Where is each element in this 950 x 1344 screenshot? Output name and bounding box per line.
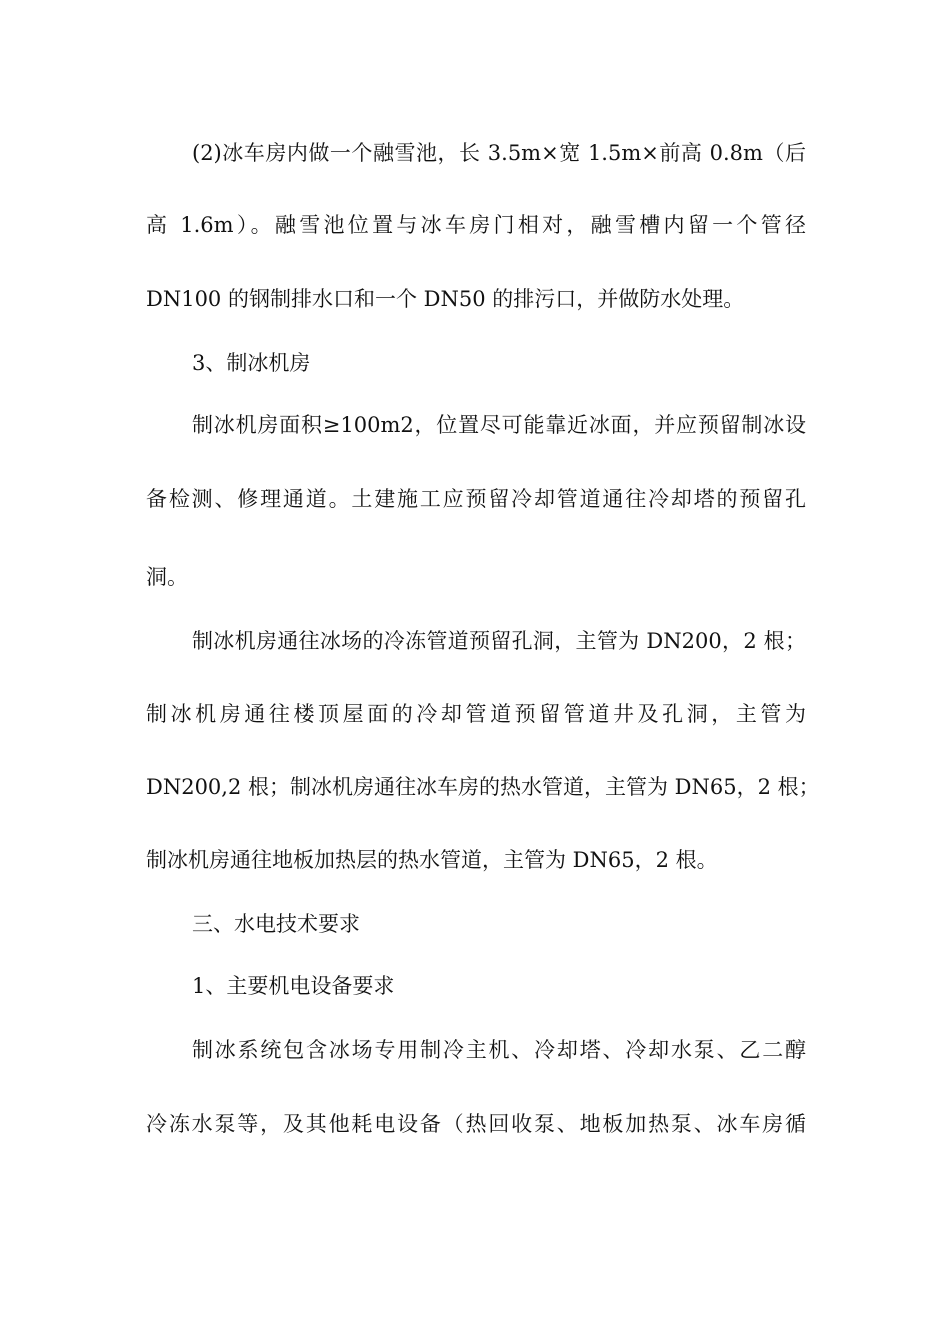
paragraph-line: DN100 的钢制排水口和一个 DN50 的排污口，并做防水处理。 <box>146 287 745 311</box>
paragraph-line: 制冰机房通往地板加热层的热水管道，主管为 DN65，2 根。 <box>146 848 718 872</box>
section-heading: 三、水电技术要求 <box>192 912 360 936</box>
paragraph-line: 制冰机房通往冰场的冷冻管道预留孔洞，主管为 DN200，2 根； <box>192 629 806 653</box>
paragraph-line: 备检测、修理通道。土建施工应预留冷却管道通往冷却塔的预留孔 <box>146 487 806 511</box>
paragraph-line: 制冰机房通往楼顶屋面的冷却管道预留管道井及孔洞，主管为 <box>146 702 806 726</box>
paragraph-line: (2)冰车房内做一个融雪池，长 3.5m×宽 1.5m×前高 0.8m（后 <box>192 141 806 165</box>
subsection-heading: 1、主要机电设备要求 <box>192 974 395 998</box>
paragraph-line: 制冰机房面积≥100m2，位置尽可能靠近冰面，并应预留制冰设 <box>192 413 806 437</box>
paragraph-line: 冷冻水泵等，及其他耗电设备（热回收泵、地板加热泵、冰车房循 <box>146 1112 806 1136</box>
paragraph-line: DN200,2 根；制冰机房通往冰车房的热水管道，主管为 DN65，2 根； <box>146 775 820 799</box>
paragraph-line: 洞。 <box>146 565 188 589</box>
paragraph-line: 制冰系统包含冰场专用制冷主机、冷却塔、冷却水泵、乙二醇 <box>192 1038 806 1062</box>
paragraph-line: 高 1.6m）。融雪池位置与冰车房门相对，融雪槽内留一个管径 <box>146 213 806 237</box>
section-heading: 3、制冰机房 <box>192 351 311 375</box>
